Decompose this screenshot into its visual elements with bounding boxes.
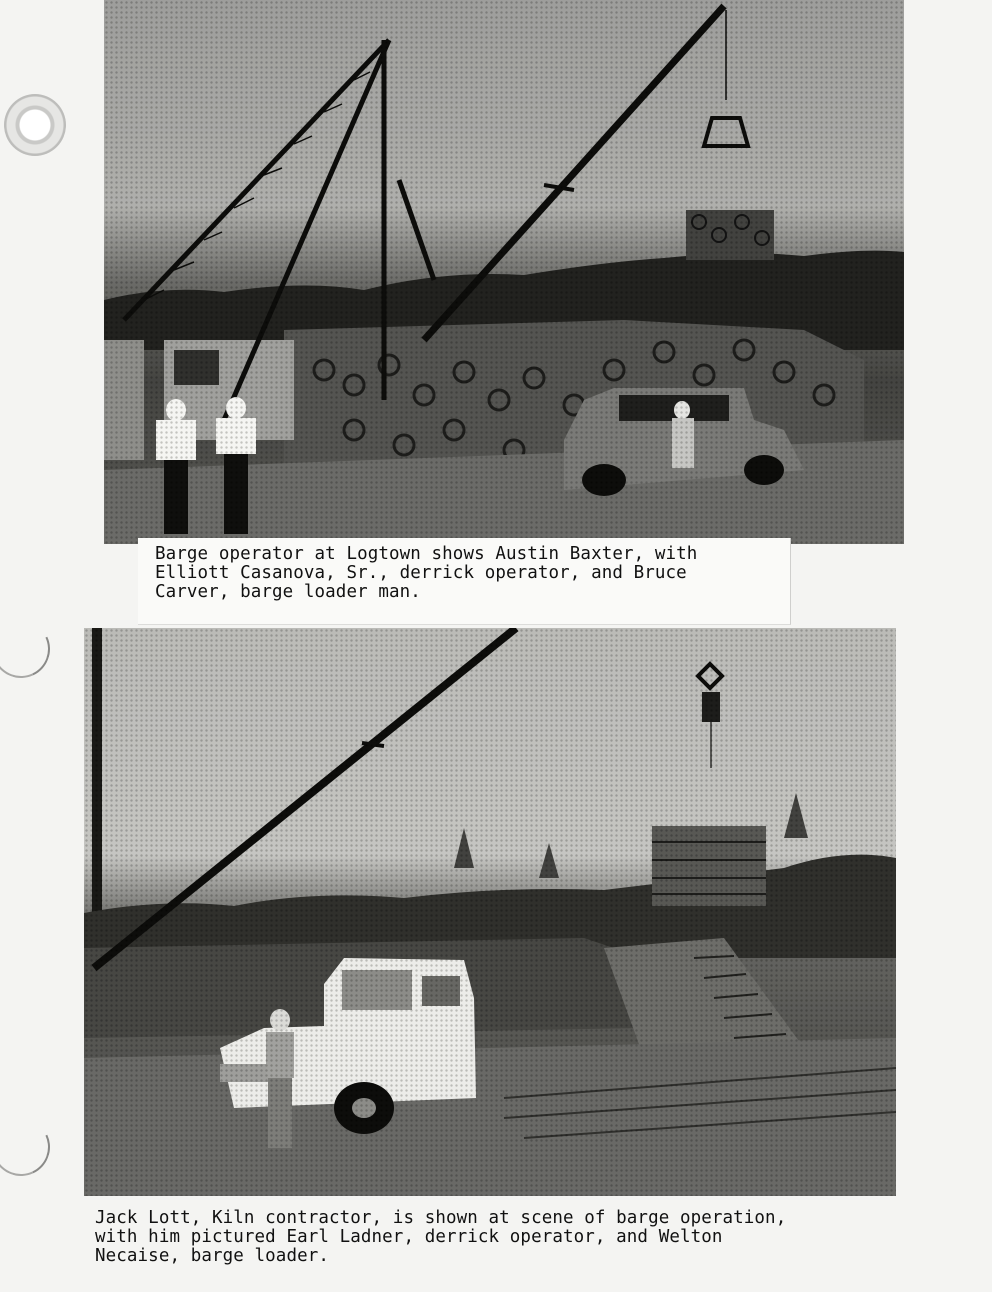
caption-line: Jack Lott, Kiln contractor, is shown at scene of barge operation,	[95, 1208, 787, 1228]
top-photo-caption	[155, 545, 697, 602]
photo-barge-operation	[84, 628, 896, 1196]
caption-line: with him pictured Earl Ladner, derrick operator, and Welton	[95, 1227, 723, 1247]
caption-line: Elliott Casanova, Sr., derrick operator, and Bruce	[155, 563, 687, 583]
bottom-photo-caption	[95, 1209, 786, 1266]
caption-line: Barge operator at Logtown shows Austin Baxter, with	[155, 544, 698, 564]
binder-hole-mark	[0, 1110, 58, 1184]
binder-hole	[4, 94, 66, 156]
photo-derrick-logtown	[104, 0, 904, 544]
caption-line: Necaise, barge loader.	[95, 1246, 329, 1266]
binder-hole-mark	[0, 612, 58, 686]
caption-line: Carver, barge loader man.	[155, 582, 421, 602]
